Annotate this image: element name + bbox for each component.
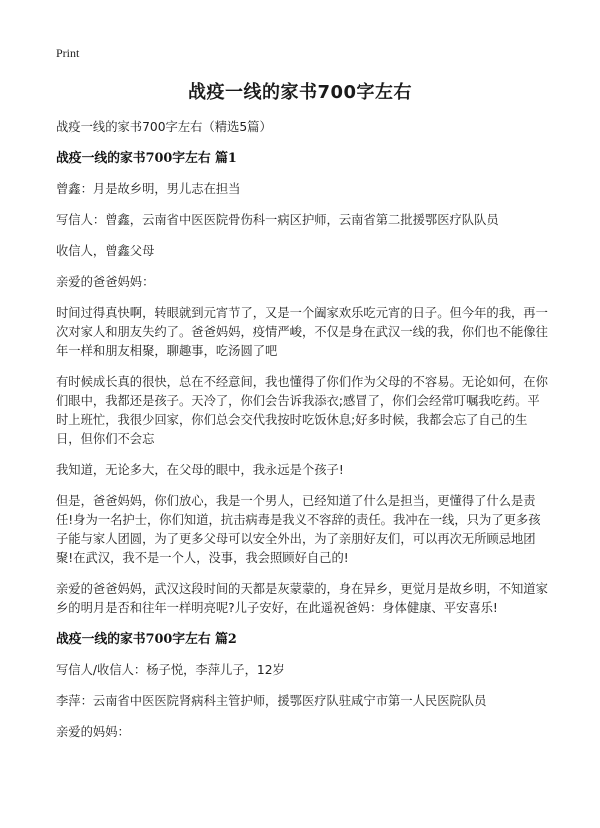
paragraph: 收信人，曾鑫父母 xyxy=(56,244,155,258)
paragraph: 写信人：曾鑫，云南省中医医院骨伤科一病区护师，云南省第二批援鄂医疗队队员 xyxy=(56,213,499,227)
paragraph: 我知道，无论多大，在父母的眼中，我永远是个孩子! xyxy=(56,463,344,477)
section-heading-2: 战疫一线的家书700字左右 篇2 xyxy=(56,632,237,647)
paragraph: 李萍：云南省中医医院肾病科主管护师，援鄂医疗队驻咸宁市第一人民医院队员 xyxy=(56,694,487,708)
document-title: 战疫一线的家书700字左右 xyxy=(187,82,413,103)
paragraph: 亲爱的爸爸妈妈，武汉这段时间的天都是灰蒙蒙的，身在异乡，更觉月是故乡明，不知道家乡的明月是否和往年一样明亮呢?儿子安好，在此遥祝爸妈：身体健康、平安喜乐! xyxy=(56,582,548,615)
paragraph: 写信人/收信人：杨子悦，李萍儿子，12岁 xyxy=(56,663,285,677)
document-subtitle: 战疫一线的家书700字左右（精选5篇） xyxy=(56,120,272,134)
document-body xyxy=(56,118,548,754)
print-link[interactable]: Print xyxy=(56,46,80,60)
paragraph: 亲爱的爸爸妈妈： xyxy=(56,275,155,289)
section-heading-1: 战疫一线的家书700字左右 篇1 xyxy=(56,151,237,166)
paragraph: 亲爱的妈妈： xyxy=(56,725,130,739)
paragraph: 时间过得真快啊，转眼就到元宵节了，又是一个阖家欢乐吃元宵的日子。但今年的我，再一次对家人和朋友失约了。爸爸妈妈，疫情严峻，不仅是身在武汉一线的我，你们也不能像往年一样和朋友相聚，聊趣事，吃汤圆了吧 xyxy=(56,306,548,358)
paragraph: 有时候成长真的很快，总在不经意间，我也懂得了你们作为父母的不容易。无论如何，在你们眼中，我都还是孩子。天冷了，你们会告诉我添衣;感冒了，你们会经常叮嘱我吃药。平时上班忙，我很少回家，你们总会交代我按时吃饭休息;好多时候，我都会忘了自己的生日，但你们不会忘 xyxy=(56,375,548,446)
paragraph: 曾鑫：月是故乡明，男儿志在担当 xyxy=(56,182,241,196)
paragraph: 但是，爸爸妈妈，你们放心，我是一个男人，已经知道了什么是担当，更懂得了什么是责任!身为一名护士，你们知道，抗击病毒是我义不容辞的责任。我冲在一线，只为了更多孩子能与家人团圆，为了更多父母可以安全外出，为了亲朋好友们，可以再次无所顾忌地团聚!在武汉，我不是一个人，没事，我会照顾好自己的! xyxy=(56,494,541,565)
